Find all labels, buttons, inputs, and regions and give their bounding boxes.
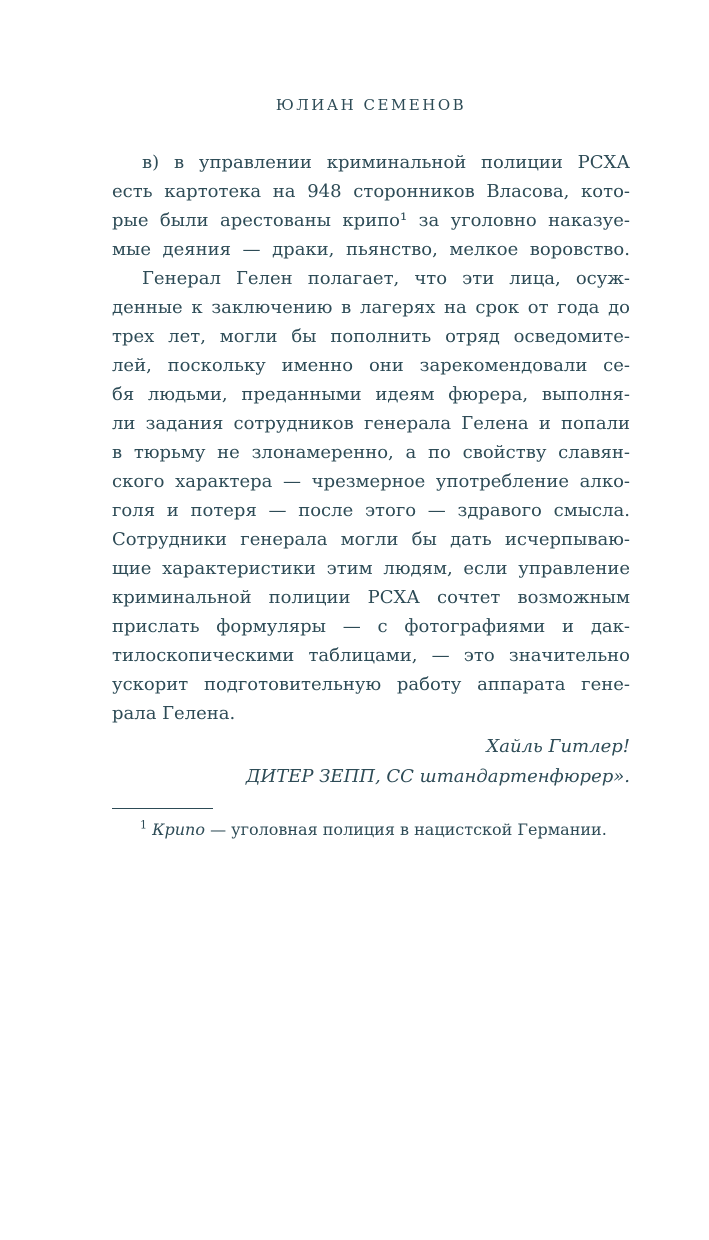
signature-line: ДИТЕР ЗЕПП, СС штандартенфюрер». [245,766,630,787]
text-line: трех лет, могли бы пополнить отряд осведомите- [112,326,630,347]
text-line: тилоскопическими таблицами, — это значительно [112,645,630,666]
text-line: есть картотека на 948 сторонников Власова, кото- [112,181,630,202]
text-column [112,96,630,842]
text-line: в) в управлении криминальной полиции РСХА [142,152,630,173]
text-line: в тюрьму не злонамеренно, а по свойству славян- [112,442,630,463]
footnote-term: Крипо [152,820,205,839]
body-text [112,148,630,728]
page-header: ЮЛИАН СЕМЕНОВ [275,96,467,114]
text-line: рала Гелена. [112,703,236,724]
text-line: бя людьми, преданными идеям фюрера, выполня- [112,384,630,405]
text-line: голя и потеря — после этого — здравого смысла. [112,500,630,521]
footnote-divider [112,808,213,809]
text-line: лей, поскольку именно они зарекомендовали се- [112,355,630,376]
signature-line: Хайль Гитлер! [486,736,630,757]
text-line: рые были арестованы крипо¹ за уголовно наказуе- [112,210,630,231]
text-line: ского характера — чрезмерное употребление алко- [112,471,630,492]
text-line: криминальной полиции РСХА сочтет возможным [112,587,630,608]
text-line: денные к заключению в лагерях на срок от года до [112,297,630,318]
text-line: ускорит подготовительную работу аппарата гене- [112,674,630,695]
footnote-text: — уголовная полиция в нацистской Германии. [210,820,607,839]
text-line: Сотрудники генерала могли бы дать исчерпываю- [112,529,630,550]
text-line: мые деяния — драки, пьянство, мелкое воровство. [112,239,630,260]
footnote [112,818,630,842]
text-line: щие характеристики этим людям, если управление [112,558,630,579]
footnote-marker: 1 [140,818,147,832]
paragraph [112,148,630,264]
text-line: ли задания сотрудников генерала Гелена и попали [112,413,630,434]
text-line: Генерал Гелен полагает, что эти лица, осуж- [142,268,630,289]
signature-block [112,732,630,792]
text-line: прислать формуляры — с фотографиями и дак- [112,616,630,637]
paragraph [112,264,630,728]
